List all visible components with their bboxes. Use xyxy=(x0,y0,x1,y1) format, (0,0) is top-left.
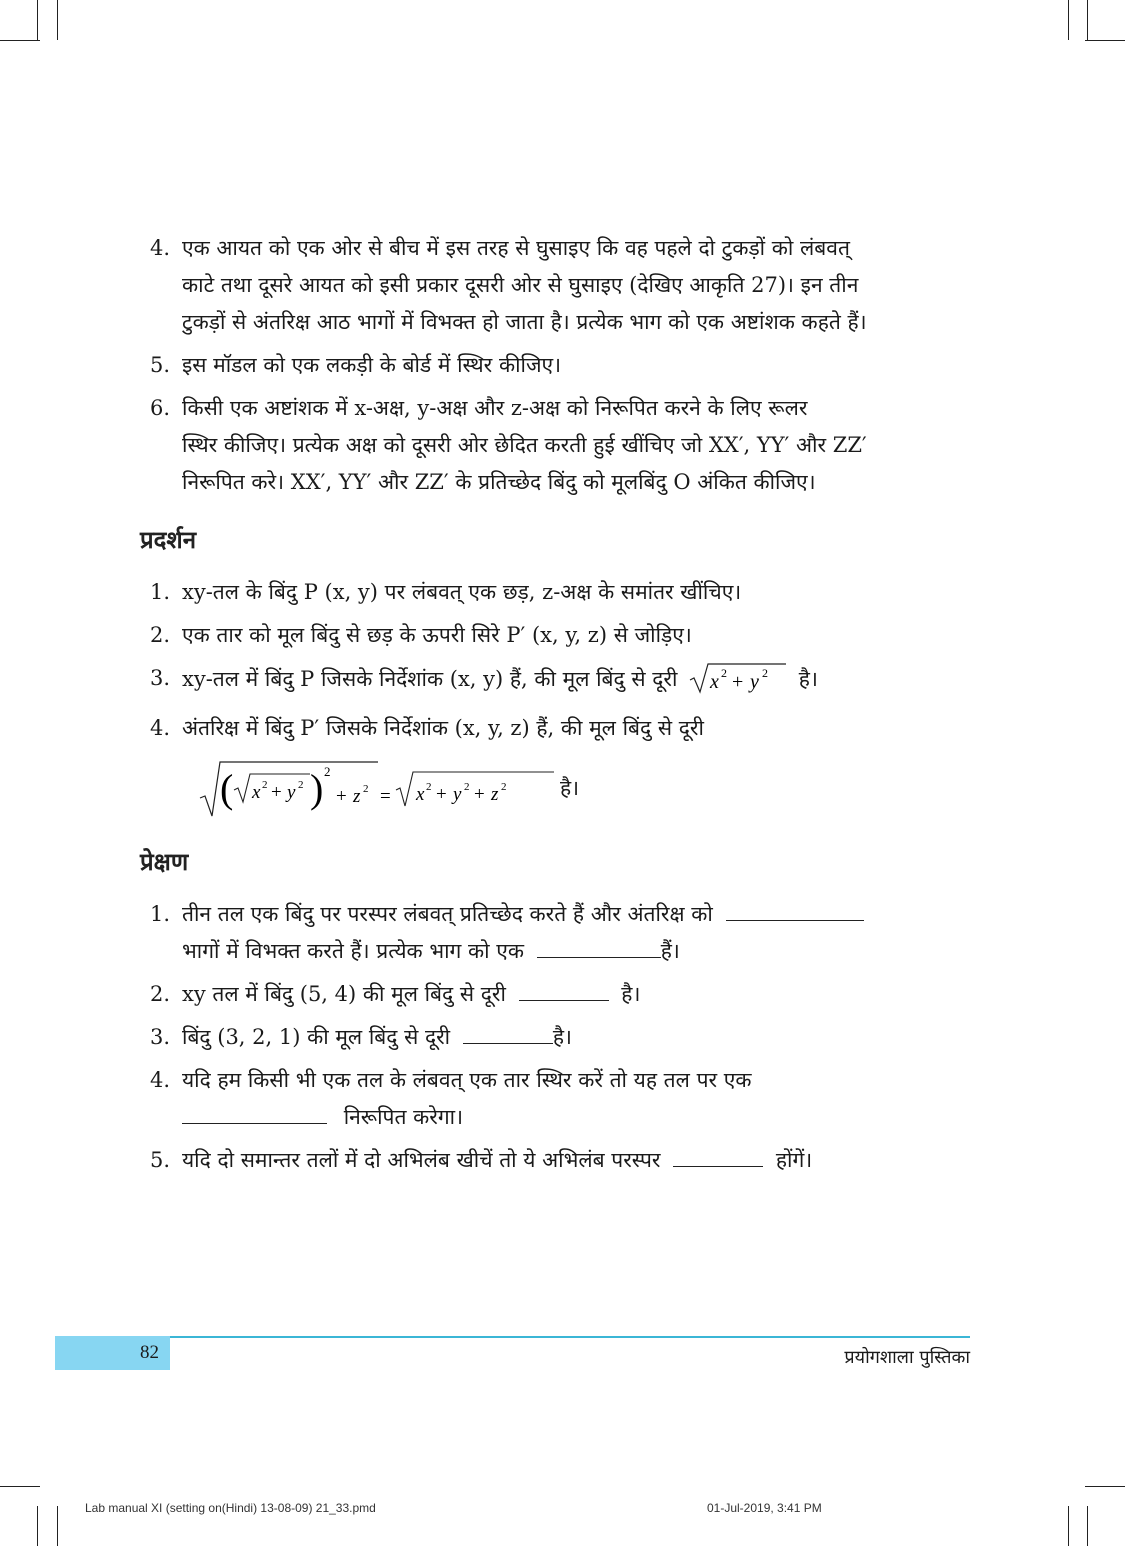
print-slug-right: 01-Jul-2019, 3:41 PM xyxy=(707,1501,822,1515)
page-content xyxy=(140,230,970,1185)
observation-line xyxy=(182,1099,970,1136)
svg-text:y: y xyxy=(287,782,296,803)
answer-blank[interactable] xyxy=(537,935,661,958)
demo-item xyxy=(140,710,970,747)
step-text-line: निरूपित करे। XX′, YY′ और ZZ′ के प्रतिच्छेद बिंदु को मूलबिंदु O अंकित कीजिए। xyxy=(182,470,816,494)
footer-rule xyxy=(170,1336,970,1338)
crop-mark xyxy=(1085,40,1125,41)
demo-suffix: है। xyxy=(560,776,580,800)
demo-text: अंतरिक्ष में बिंदु P′ जिसके निर्देशांक (x, y, z) हैं, की मूल बिंदु से दूरी xyxy=(182,716,704,740)
observation-suffix: निरूपित करेगा। xyxy=(343,1105,464,1129)
running-title: प्रयोगशाला पुस्तिका xyxy=(844,1347,970,1368)
svg-text:2: 2 xyxy=(721,666,728,680)
step-number: 4. xyxy=(150,236,171,260)
demo-number: 3. xyxy=(150,666,171,690)
svg-text:+: + xyxy=(474,784,485,805)
step-number: 6. xyxy=(150,396,171,420)
observation-item xyxy=(140,1019,970,1056)
page-number: 82 xyxy=(140,1342,159,1363)
svg-text:(: ( xyxy=(220,766,234,811)
observation-line xyxy=(182,1142,970,1179)
svg-text:): ) xyxy=(310,766,324,811)
svg-text:+: + xyxy=(436,784,447,805)
crop-mark xyxy=(0,1486,40,1487)
demo-item xyxy=(140,660,970,704)
answer-blank[interactable] xyxy=(182,1101,327,1124)
svg-text:y: y xyxy=(453,784,462,805)
section-heading-observation: प्रेक्षण xyxy=(140,848,189,876)
demo-text: xy-तल में बिंदु P जिसके निर्देशांक (x, y) हैं, की मूल बिंदु से दूरी xyxy=(182,667,678,691)
observation-text: यदि हम किसी भी एक तल के लंबवत् एक तार स्थिर करें तो यह तल पर एक xyxy=(182,1068,752,1092)
demo-number: 2. xyxy=(150,623,171,647)
observation-line xyxy=(182,933,970,970)
svg-text:x: x xyxy=(416,784,425,805)
print-slug-left: Lab manual XI (setting on(Hindi) 13-08-09) 21_33.pmd xyxy=(85,1501,376,1515)
observation-text: भागों में विभक्त करते हैं। प्रत्येक भाग को एक xyxy=(182,939,525,963)
svg-text:2: 2 xyxy=(426,781,432,793)
step-text-line: टुकड़ों से अंतरिक्ष आठ भागों में विभक्त हो जाता है। प्रत्येक भाग को एक अष्टांशक कहते हैं। xyxy=(182,310,867,334)
observation-item xyxy=(140,976,970,1013)
crop-mark xyxy=(57,0,58,40)
observation-text: xy तल में बिंदु (5, 4) की मूल बिंदु से दूरी xyxy=(182,982,506,1006)
distance-formula-3d xyxy=(198,756,568,820)
demo-item xyxy=(140,617,970,654)
step-text-line: एक आयत को एक ओर से बीच में इस तरह से घुसाइए कि वह पहले दो टुकड़ों को लंबवत् xyxy=(182,236,850,260)
observation-text: बिंदु (3, 2, 1) की मूल बिंदु से दूरी xyxy=(182,1025,451,1049)
crop-mark xyxy=(1085,1486,1125,1487)
observation-line xyxy=(182,976,970,1013)
svg-text:2: 2 xyxy=(363,783,369,795)
answer-blank[interactable] xyxy=(519,978,609,1001)
svg-text:2: 2 xyxy=(324,764,331,779)
observation-number: 3. xyxy=(150,1025,171,1049)
demo-item xyxy=(140,574,970,611)
svg-text:x: x xyxy=(710,671,719,693)
step-item xyxy=(140,390,970,501)
crop-mark xyxy=(0,40,40,41)
observation-text: तीन तल एक बिंदु पर परस्पर लंबवत् प्रतिच्छेद करते हैं और अंतरिक्ष को xyxy=(182,902,713,926)
svg-text:y: y xyxy=(750,671,759,693)
observation-line xyxy=(182,1019,970,1056)
svg-text:=: = xyxy=(380,786,391,807)
step-item xyxy=(140,230,970,341)
observation-item xyxy=(140,1062,970,1136)
observation-item xyxy=(140,1142,970,1179)
observation-suffix: होंगें। xyxy=(775,1148,813,1172)
step-text-line: स्थिर कीजिए। प्रत्येक अक्ष को दूसरी ओर छेदित करती हुई खींचिए जो XX′, YY′ और ZZ′ xyxy=(182,433,867,457)
demo-text-with-formula xyxy=(182,660,970,698)
svg-text:z: z xyxy=(353,786,361,807)
demo-suffix: है। xyxy=(798,667,818,691)
svg-text:+: + xyxy=(336,786,347,807)
svg-text:2: 2 xyxy=(501,781,507,793)
crop-mark xyxy=(1068,0,1069,40)
observation-item xyxy=(140,896,970,970)
observation-suffix: हैं। xyxy=(660,939,680,963)
svg-text:z: z xyxy=(491,784,499,805)
observation-number: 5. xyxy=(150,1148,171,1172)
svg-text:2: 2 xyxy=(298,779,304,791)
demo-text: एक तार को मूल बिंदु से छड़ के ऊपरी सिरे P′ (x, y, z) से जोड़िए। xyxy=(182,623,692,647)
demo-number: 1. xyxy=(150,580,171,604)
crop-mark xyxy=(1068,1506,1069,1546)
answer-blank[interactable] xyxy=(673,1144,763,1167)
step-text-line: काटे तथा दूसरे आयत को इसी प्रकार दूसरी ओर से घुसाइए (देखिए आकृति 27)। इन तीन xyxy=(182,273,859,297)
observation-line xyxy=(182,896,970,933)
observation-number: 4. xyxy=(150,1068,171,1092)
observation-number: 1. xyxy=(150,902,171,926)
section-heading-demonstration: प्रदर्शन xyxy=(140,526,197,554)
crop-mark xyxy=(1087,1506,1088,1546)
svg-text:+: + xyxy=(271,782,282,803)
svg-text:2: 2 xyxy=(762,666,769,680)
crop-mark xyxy=(1087,0,1088,40)
distance-formula-3d-block xyxy=(140,753,970,823)
crop-mark xyxy=(37,1506,38,1546)
demo-number: 4. xyxy=(150,716,171,740)
observation-suffix: है। xyxy=(621,982,641,1006)
observation-suffix: है। xyxy=(552,1025,572,1049)
step-text-line: इस मॉडल को एक लकड़ी के बोर्ड में स्थिर कीजिए। xyxy=(182,353,562,377)
svg-text:2: 2 xyxy=(464,781,470,793)
step-text-line: किसी एक अष्टांशक में x-अक्ष, y-अक्ष और z-अक्ष को निरूपित करने के लिए रूलर xyxy=(182,396,808,420)
crop-mark xyxy=(57,1506,58,1546)
svg-text:+: + xyxy=(732,671,744,693)
answer-blank[interactable] xyxy=(463,1021,553,1044)
distance-formula-2d xyxy=(688,660,788,696)
observation-number: 2. xyxy=(150,982,171,1006)
svg-text:x: x xyxy=(252,782,261,803)
svg-text:2: 2 xyxy=(262,779,268,791)
step-number: 5. xyxy=(150,353,171,377)
observation-text: यदि दो समान्तर तलों में दो अभिलंब खीचें तो ये अभिलंब परस्पर xyxy=(182,1148,661,1172)
answer-blank[interactable] xyxy=(726,898,864,921)
crop-mark xyxy=(37,0,38,40)
demo-text: xy-तल के बिंदु P (x, y) पर लंबवत् एक छड़, z-अक्ष के समांतर खींचिए। xyxy=(182,580,742,604)
step-item xyxy=(140,347,970,384)
